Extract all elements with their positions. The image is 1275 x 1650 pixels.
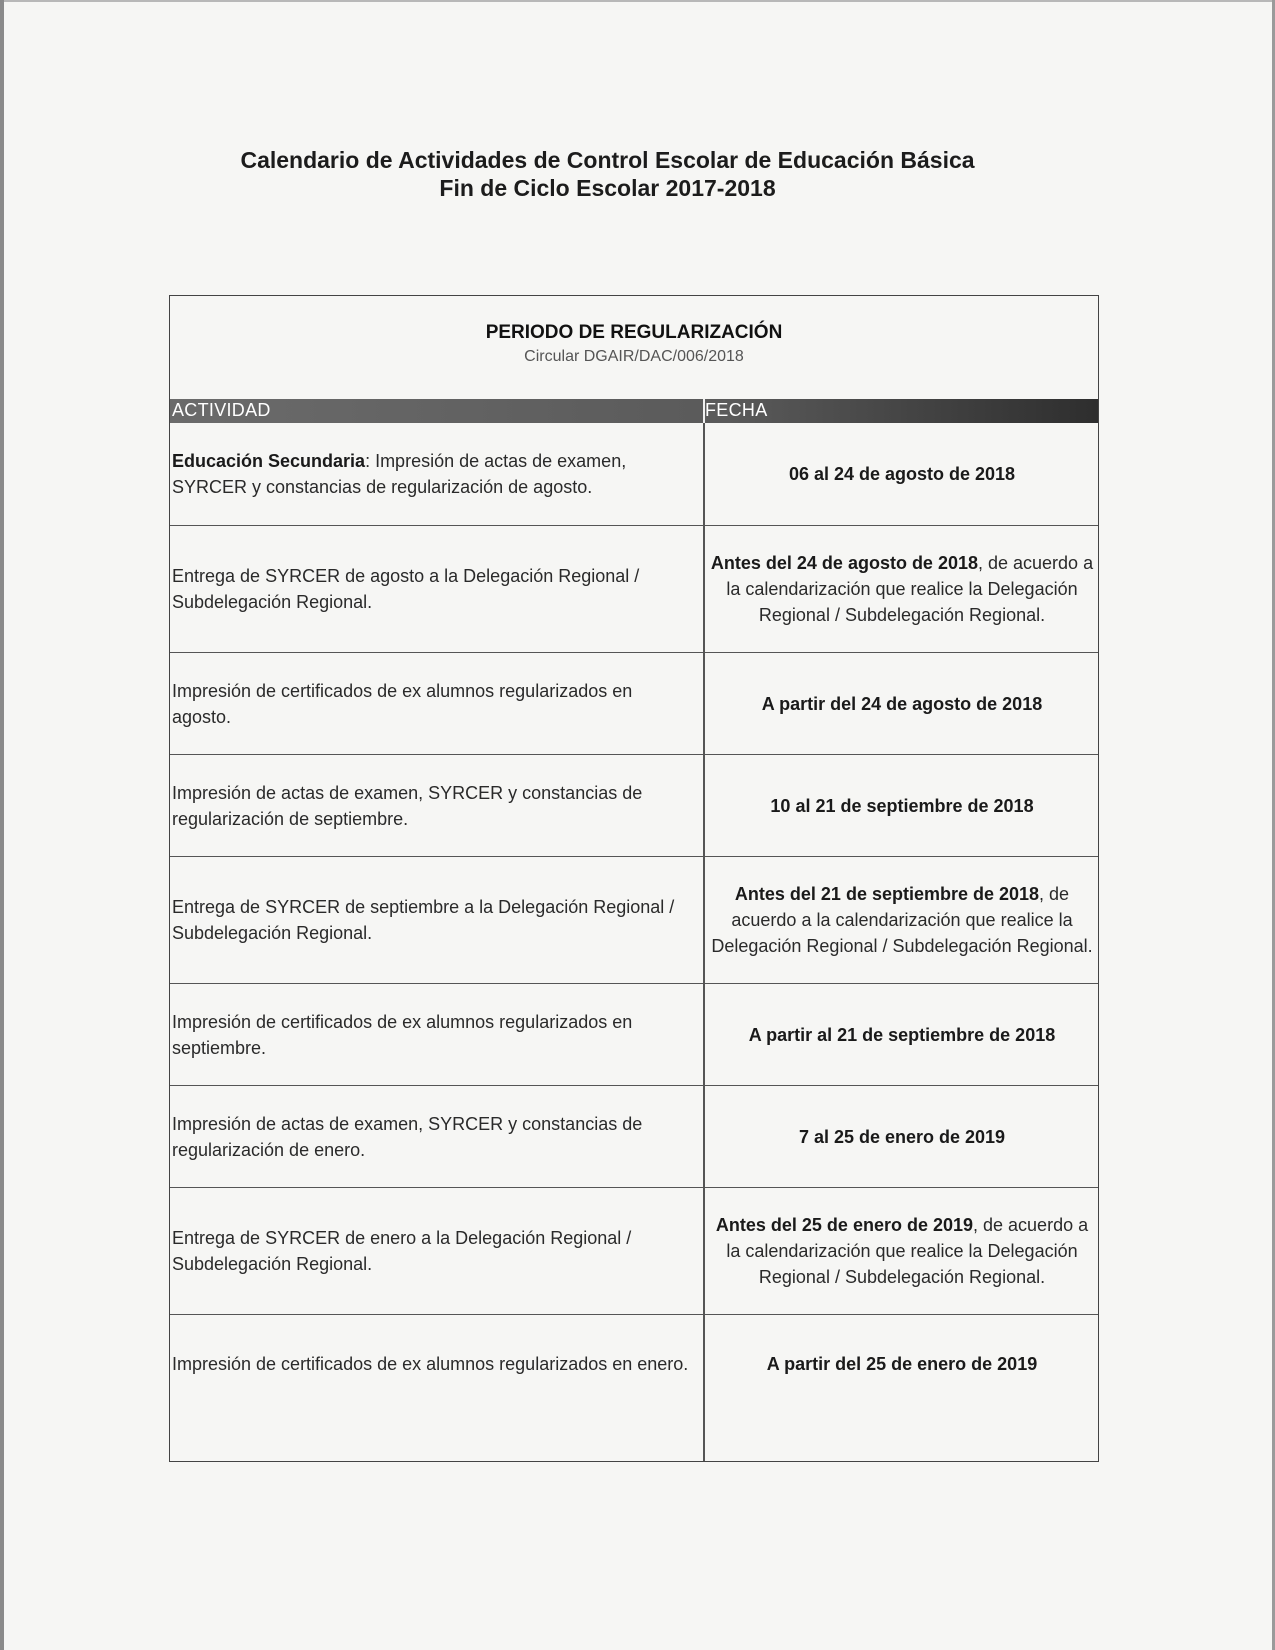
section-header [170,296,1098,399]
date-bold-text: Antes del 21 de septiembre de 2018 [734,884,1040,904]
activity-text: Entrega de SYRCER de enero a la Delegación Regional / Subdelegación Regional. [172,1228,632,1274]
date-cell [707,691,1097,717]
date-cell [707,461,1097,487]
date-bold-text: 10 al 21 de septiembre de 2018 [770,795,1034,816]
date-text: , de acuerdo a la calendarización que realice la Delegación Regional / Subdelegación Regional. [711,884,1093,956]
title-line-2: Fin de Ciclo Escolar 2017-2018 [439,175,776,201]
activity-cell [172,678,692,730]
date-bold-text: A partir al 21 de septiembre de 2018 [748,1024,1056,1045]
date-bold-text: Antes del 24 de agosto de 2018 [710,553,978,573]
date-bold-text: A partir del 25 de enero de 2019 [766,1354,1038,1374]
date-bold-text: 06 al 24 de agosto de 2018 [788,464,1016,484]
date-cell [707,793,1097,819]
date-text: , de acuerdo a la calendarización que realice la Delegación Regional / Subdelegación Regional. [726,553,1094,625]
date-bold-text: A partir del 24 de agosto de 2018 [761,693,1043,714]
date-bold-text: 7 al 25 de enero de 2019 [798,1126,1006,1147]
document-title [0,146,1275,202]
activity-text: Impresión de certificados de ex alumnos regularizados en septiembre. [172,1011,633,1058]
table-row [170,652,1098,754]
table-row [170,1085,1098,1187]
activity-text: : Impresión de actas de examen, SYRCER y constancias de regularización de agosto. [172,451,627,497]
activity-cell [172,448,692,500]
table-row [170,525,1098,652]
date-text: , de acuerdo a la calendarización que realice la Delegación Regional / Subdelegación Regional. [726,1215,1089,1287]
activity-text: Impresión de certificados de ex alumnos regularizados en agosto. [172,680,633,727]
date-cell [707,1212,1097,1290]
schedule-table [169,295,1099,1462]
table-row [170,1314,1098,1413]
activity-text: Entrega de SYRCER de septiembre a la Delegación Regional / Subdelegación Regional. [172,897,675,943]
activity-text: Impresión de actas de examen, SYRCER y constancias de regularización de septiembre. [172,782,643,829]
date-cell [707,1124,1097,1150]
table-row [170,856,1098,983]
date-cell [707,881,1097,959]
date-cell [707,1022,1097,1048]
column-header-bar [170,399,1098,423]
date-cell [707,550,1097,628]
page-edge-left [0,0,4,1650]
activity-cell [172,780,692,832]
column-divider [703,423,705,1461]
section-subtitle: Circular DGAIR/DAC/006/2018 [524,348,744,365]
activity-text: Impresión de certificados de ex alumnos regularizados en enero. [172,1354,689,1374]
title-line-1: Calendario de Actividades de Control Escolar de Educación Básica [240,147,975,173]
activity-cell [172,1009,692,1061]
table-row [170,1187,1098,1314]
table-row [170,983,1098,1085]
date-cell [707,1351,1097,1377]
page-edge-top [0,0,1275,2]
activity-text: Impresión de actas de examen, SYRCER y constancias de regularización de enero. [172,1113,643,1160]
activity-cell [172,563,692,615]
activity-text: Entrega de SYRCER de agosto a la Delegación Regional / Subdelegación Regional. [172,566,640,612]
column-header-activity: ACTIVIDAD [172,400,271,420]
activity-bold-text: Educación Secundaria [172,451,366,471]
activity-cell [172,894,692,946]
section-title: PERIODO DE REGULARIZACIÓN [485,322,783,343]
column-header-date: FECHA [705,400,768,420]
date-bold-text: Antes del 25 de enero de 2019 [715,1215,974,1235]
activity-cell [172,1111,692,1163]
table-row [170,754,1098,856]
table-row [170,423,1098,525]
activity-cell [172,1225,692,1277]
activity-cell [172,1351,692,1377]
